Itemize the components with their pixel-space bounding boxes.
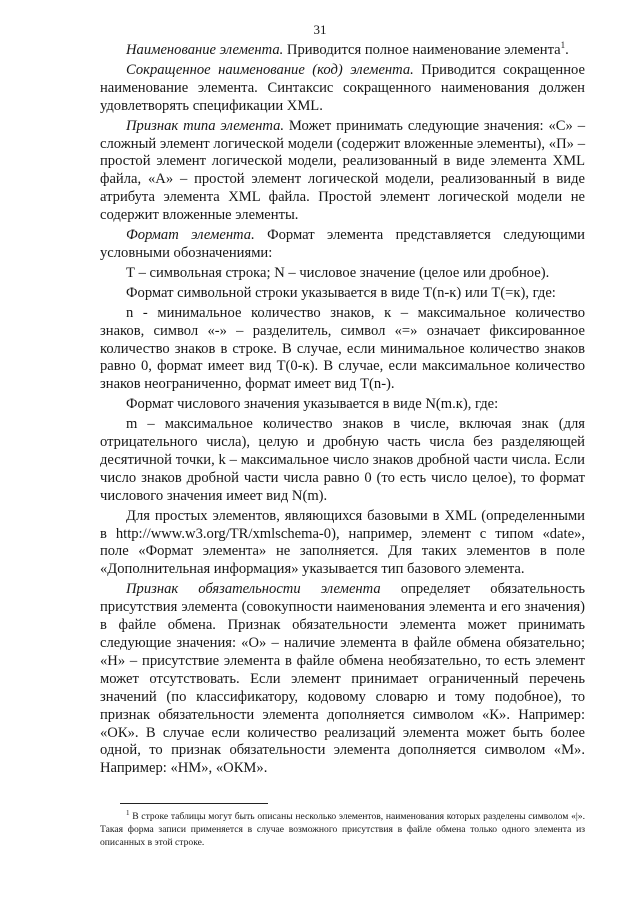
paragraph-text: n - минимальное количество знаков, к – максимальное количество знаков, символ «-» – разделитель, символ «=» означает фиксированное количество знаков в строке. В случае, если минимальное количество знаков равно 0, формат имеет вид Т(0-к). В случае, если максимальное количество знаков неограниченно, формат имеет вид Т(n-). — [100, 304, 585, 393]
paragraph-lead: Сокращенное наименование (код) элемента. — [126, 61, 414, 78]
paragraph-text: Формат числового значения указывается в виде N(m.к), где: — [126, 396, 499, 413]
paragraph-text: определяет обязательность присутствия элемента (совокупности наименования элемента и его значения) в файле обмена. Признак обязательности элемента может принимать следующие значения: «О» – наличие элемента в файле обмена обязательно; «Н» – присутствие элемента в файле обмена необязательно, то есть элемент может отсутствовать. Если элемент принимает ограниченный перечень значений (по классификатору, кодовому словарю и тому подобное), то признак обязательности элемента дополняется символом «К». Например: «ОК». В случае если количество реализаций элемента может быть более одной, то признак обязательности элемента дополняется символом «М». Например: «НМ», «ОКМ». — [100, 581, 586, 777]
paragraph-lead: Наименование элемента. — [126, 42, 284, 58]
paragraph-text: Для простых элементов, являющихся базовыми в XML (определенными в http://www.w3.org/TR/xmlschema-0), например, элемент с типом «date», поле «Формат элемента» не заполняется. Для таких элементов в поле «Дополнительная информация» указывается тип базового элемента. — [100, 507, 585, 578]
page-number: 31 — [313, 22, 327, 37]
paragraph-lead: Признак типа элемента. — [126, 117, 285, 134]
paragraph-base-types — [100, 508, 585, 580]
footnote-divider — [120, 803, 268, 804]
paragraph-tail: . — [565, 42, 569, 58]
footnote-reference: 1 — [560, 40, 566, 51]
paragraph-element-format — [100, 227, 585, 263]
paragraph-text: Приводится сокращенное наименование элемента. Синтаксис сокращенного наименования должен удовлетворять спецификации XML. — [100, 61, 585, 114]
footnote-text — [100, 810, 585, 849]
paragraph-text: Может принимать следующие значения: «С» – сложный элемент логической модели (содержит вложенные элементы), «П» – простой элемент логической модели, реализованный в виде элемента XML файла, «А» – простой элемент логической модели, реализованный в виде атрибута элемента XML файла. Простой элемент логической модели не содержит вложенные элементы. — [100, 117, 585, 224]
paragraph-obligation — [100, 581, 585, 778]
paragraph-text: Формат символьной строки указывается в виде Т(n-к) или Т(=к), где: — [126, 284, 556, 301]
paragraph-format-symbols — [100, 265, 585, 283]
paragraph-element-name — [100, 42, 585, 60]
footnote-body: В строке таблицы могут быть описаны несколько элементов, наименования которых разделены символом «|». Такая форма записи применяется в случае возможного присутствия в файле обмена только одного элемента из описанных в этой строке. — [100, 811, 585, 848]
paragraph-short-name — [100, 62, 585, 116]
paragraph-number-format — [100, 396, 585, 414]
body-text — [100, 42, 585, 780]
paragraph-text: Т – символьная строка; N – числовое значение (целое или дробное). — [126, 264, 550, 281]
footnote-mark: 1 — [126, 808, 130, 817]
paragraph-text: Формат элемента представляется следующими условными обозначениями: — [100, 227, 585, 261]
paragraph-string-format-details — [100, 305, 585, 395]
paragraph-number-format-details — [100, 416, 585, 506]
paragraph-text: Приводится полное наименование элемента — [283, 42, 561, 58]
paragraph-element-type — [100, 118, 585, 225]
paragraph-text: m – максимальное количество знаков в числе, включая знак (для отрицательного числа), целую и дробную часть числа без разделяющей десятичной точки, k – максимальное число знаков дробной части числа. Если число знаков дробной части числа равно 0 (то есть число целое), то формат числового значения имеет вид N(m). — [100, 416, 585, 504]
paragraph-lead: Признак обязательности элемента — [126, 581, 381, 598]
paragraph-string-format — [100, 285, 585, 303]
footnote — [100, 810, 585, 849]
paragraph-lead: Формат элемента. — [126, 227, 255, 244]
